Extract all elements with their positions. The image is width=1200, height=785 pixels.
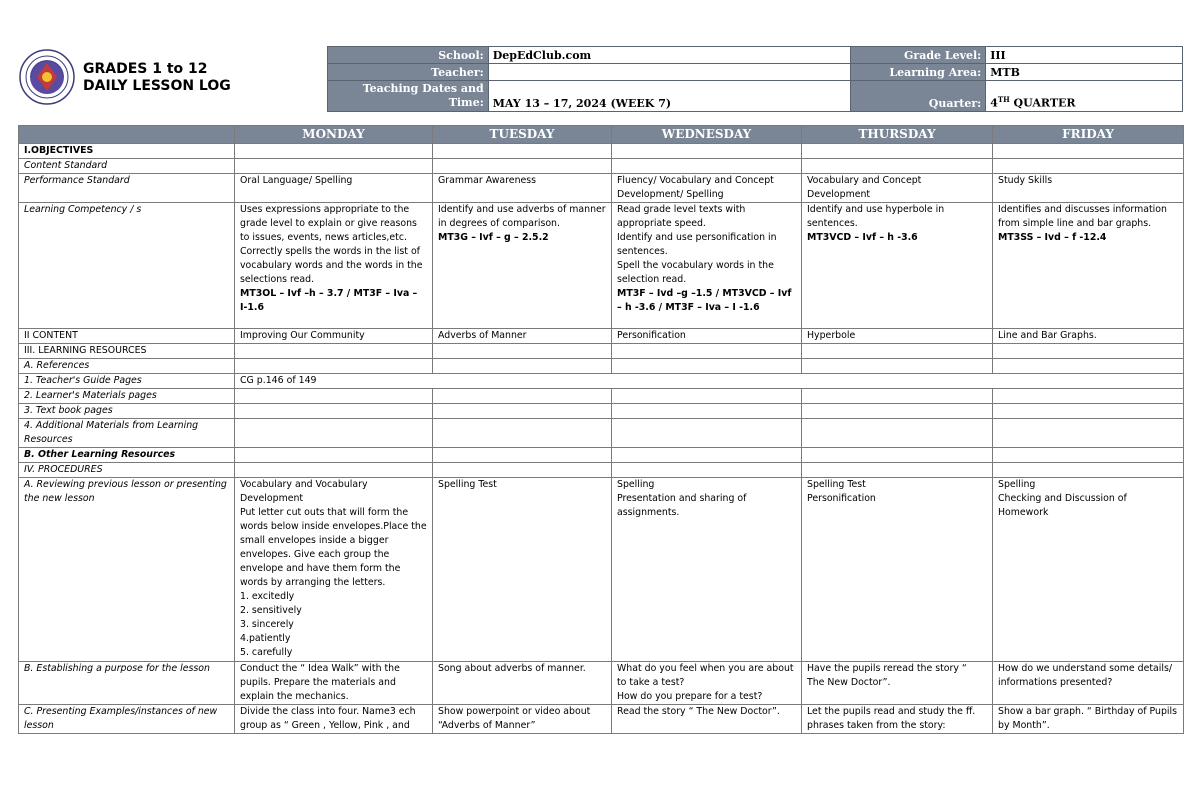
- table-row: [19, 374, 1184, 389]
- day-friday: FRIDAY: [993, 126, 1184, 144]
- learners-materials-label: 2. Learner's Materials pages: [19, 389, 235, 404]
- purpose-tuesday: Song about adverbs of manner.: [433, 662, 612, 705]
- content-standard-label: Content Standard: [19, 159, 235, 174]
- learning-area-label: Learning Area:: [851, 64, 986, 81]
- school-label: School:: [328, 47, 489, 64]
- title-line-1: GRADES 1 to 12: [83, 61, 208, 77]
- header-info-table: [327, 46, 1183, 112]
- table-row: [19, 359, 1184, 374]
- quarter-label: Quarter:: [851, 81, 986, 112]
- performance-standard-wednesday: Fluency/ Vocabulary and Concept Development/ Spelling: [612, 174, 802, 203]
- reviewing-friday: Spelling Checking and Discussion of Homework: [993, 478, 1184, 662]
- presenting-tuesday: Show powerpoint or video about “Adverbs of Manner”: [433, 705, 612, 734]
- table-row: [19, 329, 1184, 344]
- table-row: [19, 203, 1184, 329]
- purpose-monday: Conduct the “ Idea Walk” with the pupils. Prepare the materials and explain the mechanics.: [235, 662, 433, 705]
- table-row: [19, 662, 1184, 705]
- quarter-suffix: TH: [997, 95, 1010, 105]
- learning-area-value: MTB: [986, 64, 1183, 81]
- reviewing-monday: Vocabulary and Vocabulary Development Put letter cut outs that will form the words below inside envelopes.Place the small envelopes inside a bigger envelopes. Give each group the envelope and have them form the words by arranging the letters. 1. excitedly 2. sensitively 3. sincerely 4.patiently 5. carefully: [235, 478, 433, 662]
- performance-standard-friday: Study Skills: [993, 174, 1184, 203]
- purpose-thursday: Have the pupils reread the story “ The New Doctor”.: [802, 662, 993, 705]
- competency-text: Identify and use adverbs of manner in degrees of comparison.: [438, 204, 606, 229]
- reviewing-thursday: Spelling Test Personification: [802, 478, 993, 662]
- reviewing-label: A. Reviewing previous lesson or presenting the new lesson: [19, 478, 235, 662]
- content-thursday: Hyperbole: [802, 329, 993, 344]
- presenting-friday: Show a bar graph. “ Birthday of Pupils by Month”.: [993, 705, 1184, 734]
- teachers-guide-value: CG p.146 of 149: [235, 374, 1184, 389]
- reviewing-tuesday: Spelling Test: [433, 478, 612, 662]
- days-header-row: [19, 126, 1184, 144]
- additional-materials-label: 4. Additional Materials from Learning Resources: [19, 419, 235, 448]
- day-wednesday: WEDNESDAY: [612, 126, 802, 144]
- competency-code: MT3OL – Ivf –h – 3.7 / MT3F – Iva – I-1.6: [240, 288, 418, 313]
- competency-friday: [993, 203, 1184, 329]
- table-row: [19, 404, 1184, 419]
- competency-tuesday: [433, 203, 612, 329]
- table-row: [19, 419, 1184, 448]
- content-tuesday: Adverbs of Manner: [433, 329, 612, 344]
- performance-standard-thursday: Vocabulary and Concept Development: [802, 174, 993, 203]
- performance-standard-tuesday: Grammar Awareness: [433, 174, 612, 203]
- table-row: [19, 159, 1184, 174]
- learning-resources-heading: III. LEARNING RESOURCES: [19, 344, 235, 359]
- content-wednesday: Personification: [612, 329, 802, 344]
- reviewing-wednesday: Spelling Presentation and sharing of assignments.: [612, 478, 802, 662]
- content-friday: Line and Bar Graphs.: [993, 329, 1184, 344]
- references-label: A. References: [19, 359, 235, 374]
- competency-thursday: [802, 203, 993, 329]
- teachers-guide-label: 1. Teacher's Guide Pages: [19, 374, 235, 389]
- performance-standard-label: Performance Standard: [19, 174, 235, 203]
- deped-seal-icon: [19, 49, 75, 105]
- day-monday: MONDAY: [235, 126, 433, 144]
- teacher-value: [488, 64, 851, 81]
- competency-text: Uses expressions appropriate to the grade level to explain or give reasons to issues, events, news articles,etc. Correctly spells the words in the list of vocabulary words and the words in the selections read.: [240, 204, 423, 285]
- teacher-label: Teacher:: [328, 64, 489, 81]
- procedures-heading: IV. PROCEDURES: [19, 463, 235, 478]
- quarter-value: [986, 81, 1183, 112]
- teaching-dates-label: Teaching Dates and Time:: [328, 81, 489, 112]
- table-row: [19, 478, 1184, 662]
- table-row: [19, 448, 1184, 463]
- competency-text: Identifies and discusses information from simple line and bar graphs.: [998, 204, 1167, 229]
- grade-level-value: III: [986, 47, 1183, 64]
- title-line-2: DAILY LESSON LOG: [83, 78, 231, 94]
- table-row: [19, 144, 1184, 159]
- objectives-heading: I.OBJECTIVES: [19, 144, 235, 159]
- school-value: DepEdClub.com: [488, 47, 851, 64]
- competency-wednesday: [612, 203, 802, 329]
- presenting-thursday: Let the pupils read and study the ff. phrases taken from the story:: [802, 705, 993, 734]
- presenting-label: C. Presenting Examples/instances of new lesson: [19, 705, 235, 734]
- corner-cell: [19, 126, 235, 144]
- table-row: [19, 463, 1184, 478]
- presenting-monday: Divide the class into four. Name3 ech group as “ Green , Yellow, Pink , and: [235, 705, 433, 734]
- competency-text: Identify and use hyperbole in sentences.: [807, 204, 945, 229]
- competency-text: Read grade level texts with appropriate speed. Identify and use personification in sentences. Spell the vocabulary words in the selection read.: [617, 204, 777, 285]
- table-row: [19, 174, 1184, 203]
- page-title: [83, 61, 231, 95]
- other-resources-label: B. Other Learning Resources: [19, 448, 235, 463]
- competency-code: MT3SS – Ivd – f -12.4: [998, 232, 1107, 243]
- day-thursday: THURSDAY: [802, 126, 993, 144]
- competency-code: MT3G – Ivf – g – 2.5.2: [438, 232, 549, 243]
- textbook-label: 3. Text book pages: [19, 404, 235, 419]
- purpose-friday: How do we understand some details/ informations presented?: [993, 662, 1184, 705]
- content-label: II CONTENT: [19, 329, 235, 344]
- quarter-number: 4: [990, 97, 998, 110]
- grade-level-label: Grade Level:: [851, 47, 986, 64]
- lesson-log-table: [18, 125, 1184, 734]
- competency-code: MT3F – Ivd –g –1.5 / MT3VCD – Ivf – h -3.6 / MT3F – Iva – I -1.6: [617, 288, 792, 313]
- presenting-wednesday: Read the story “ The New Doctor”.: [612, 705, 802, 734]
- teaching-dates-value: MAY 13 – 17, 2024 (WEEK 7): [488, 81, 851, 112]
- purpose-wednesday: What do you feel when you are about to take a test? How do you prepare for a test?: [612, 662, 802, 705]
- purpose-label: B. Establishing a purpose for the lesson: [19, 662, 235, 705]
- learning-competency-label: Learning Competency / s: [19, 203, 235, 329]
- lesson-log-header: [17, 46, 1183, 111]
- day-tuesday: TUESDAY: [433, 126, 612, 144]
- content-monday: Improving Our Community: [235, 329, 433, 344]
- competency-monday: [235, 203, 433, 329]
- quarter-text: QUARTER: [1009, 97, 1076, 110]
- performance-standard-monday: Oral Language/ Spelling: [235, 174, 433, 203]
- table-row: [19, 705, 1184, 734]
- table-row: [19, 389, 1184, 404]
- competency-code: MT3VCD – Ivf – h -3.6: [807, 232, 918, 243]
- table-row: [19, 344, 1184, 359]
